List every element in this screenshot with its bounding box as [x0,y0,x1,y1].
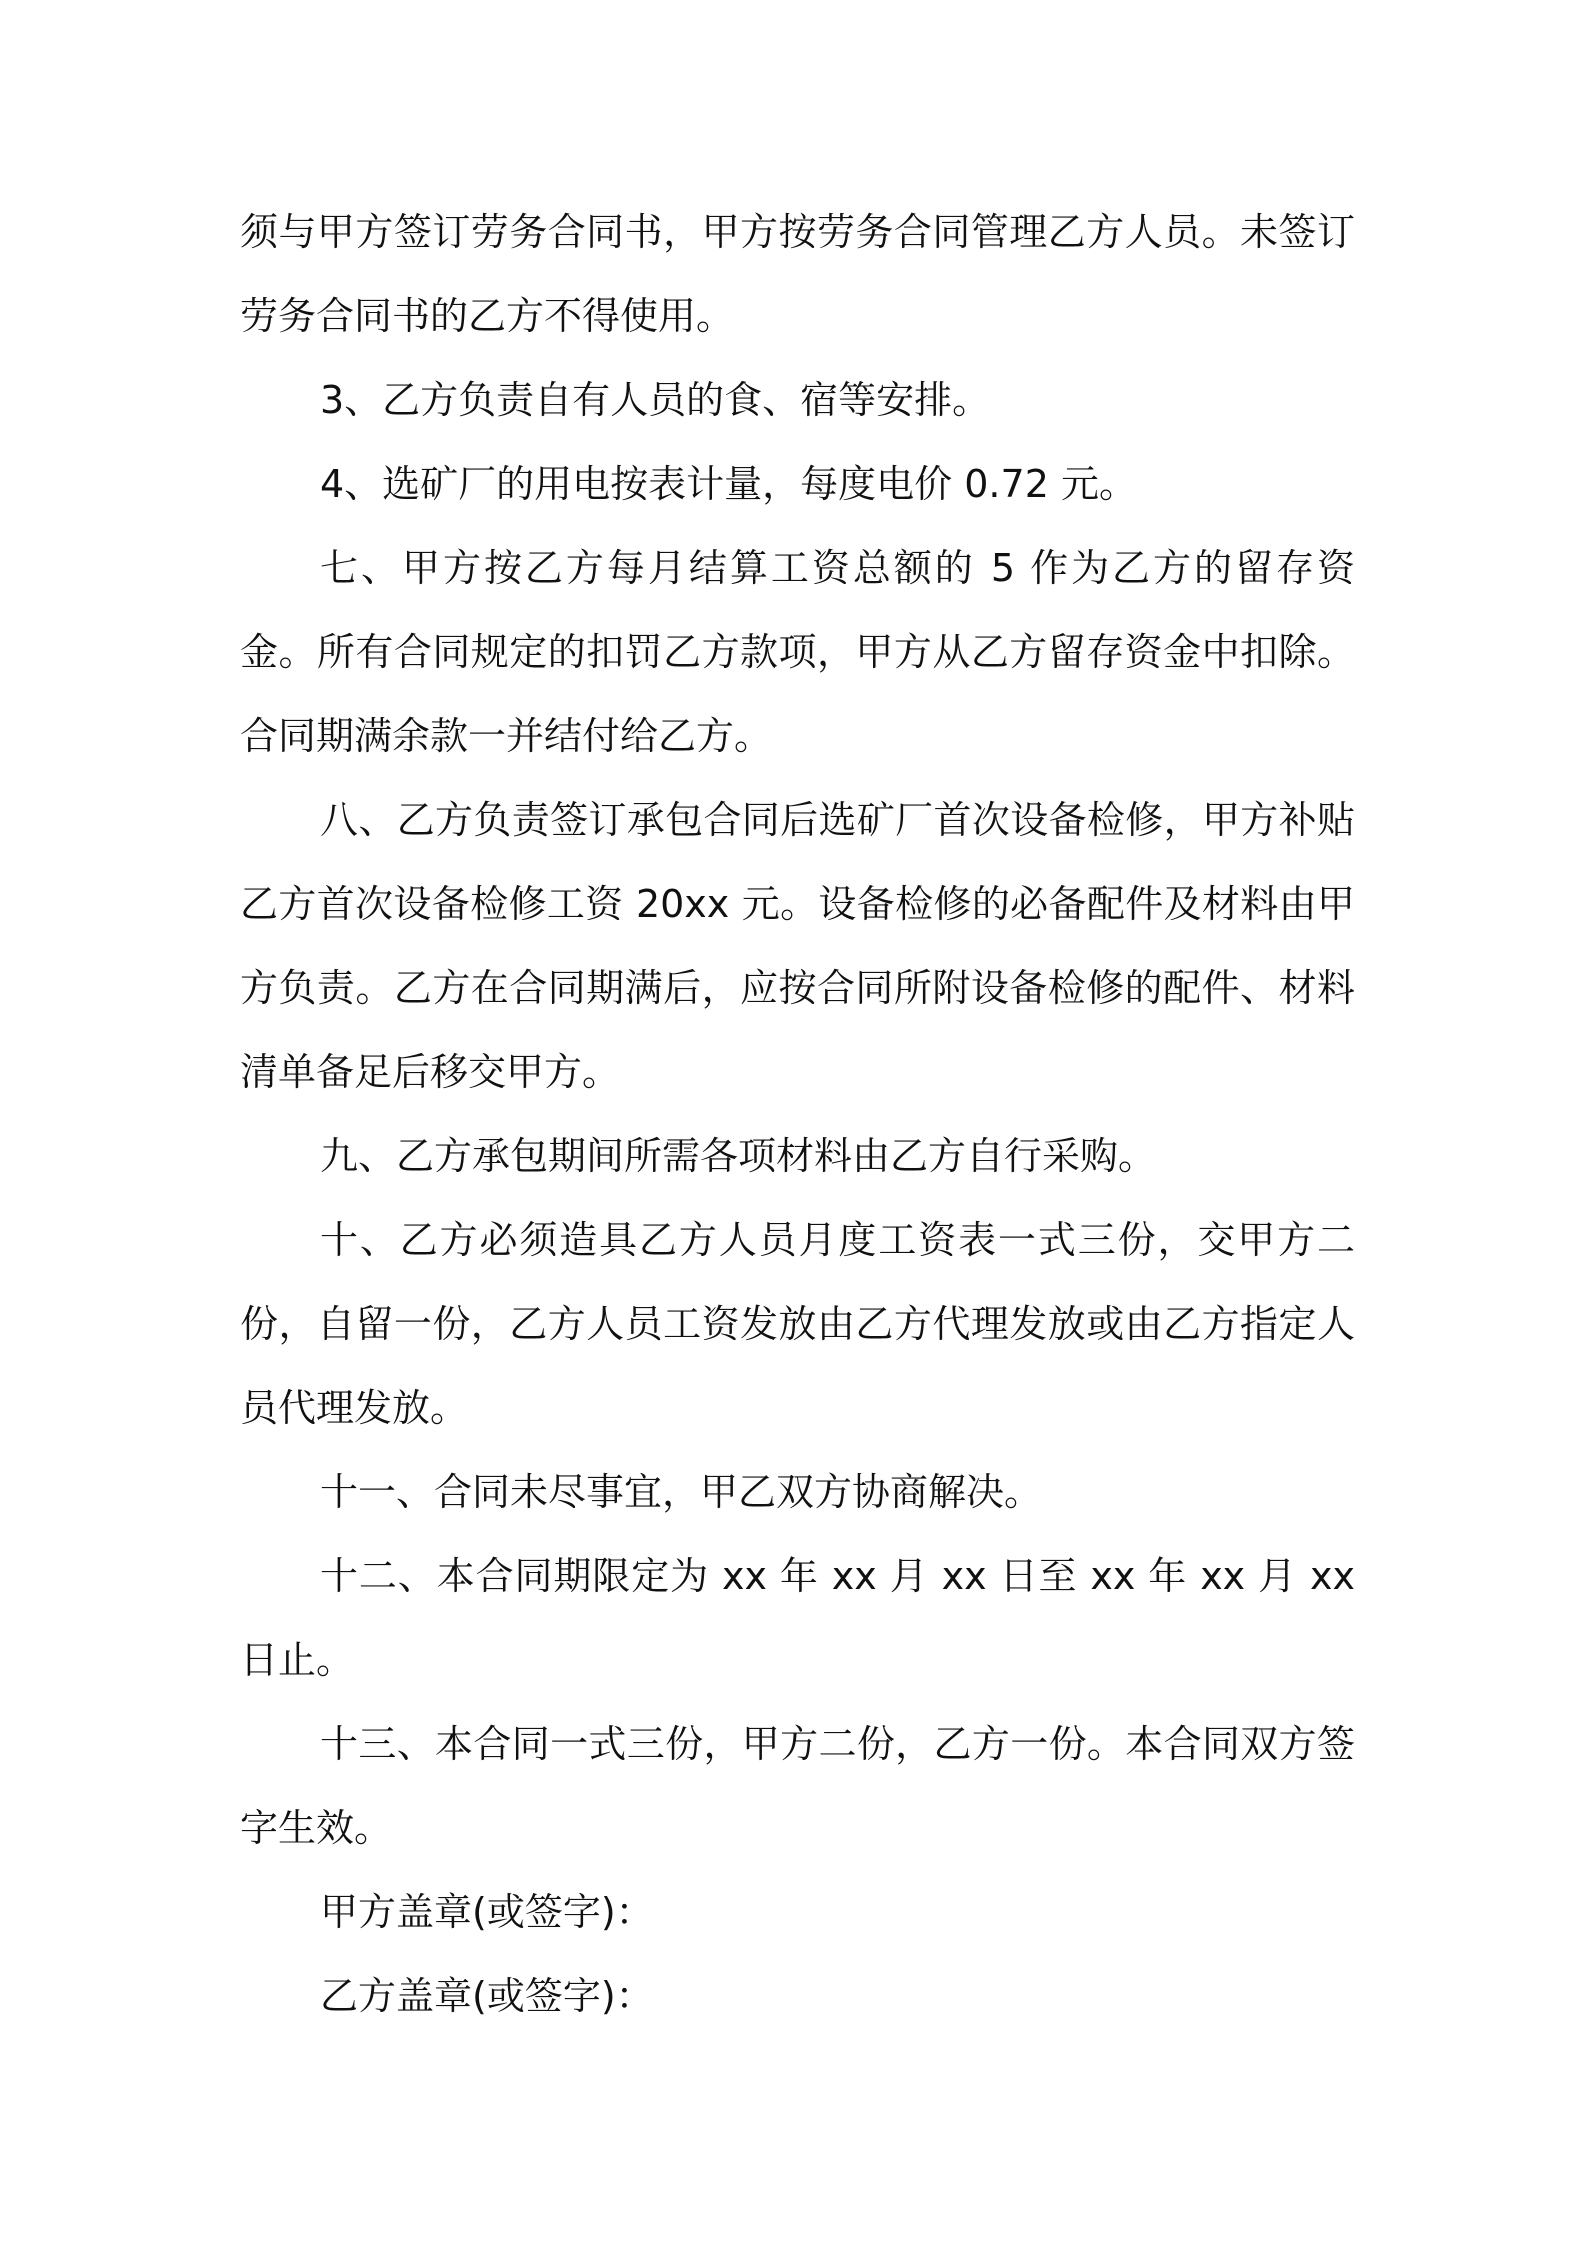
paragraph-article-13: 十三、本合同一式三份，甲方二份，乙方一份。本合同双方签字生效。 [240,1722,1355,1850]
paragraph-labor-contract: 须与甲方签订劳务合同书，甲方按劳务合同管理乙方人员。未签订劳务合同书的乙方不得使用。 [240,210,1355,338]
paragraph-article-11: 十一、合同未尽事宜，甲乙双方协商解决。 [320,1470,1043,1514]
paragraph-article-7: 七、甲方按乙方每月结算工资总额的 5 作为乙方的留存资金。所有合同规定的扣罚乙方款项，甲方从乙方留存资金中扣除。合同期满余款一并结付给乙方。 [240,546,1355,758]
signature-line-party-b: 乙方盖章(或签字)： [320,1974,654,2018]
paragraph-article-10: 十、乙方必须造具乙方人员月度工资表一式三份，交甲方二份，自留一份，乙方人员工资发放由乙方代理发放或由乙方指定人员代理发放。 [240,1218,1355,1430]
document-body [240,190,1355,2038]
paragraph-clause-4: 4、选矿厂的用电按表计量，每度电价 0.72 元。 [320,462,1137,506]
paragraph-clause-3: 3、乙方负责自有人员的食、宿等安排。 [320,378,991,422]
paragraph-article-9: 九、乙方承包期间所需各项材料由乙方自行采购。 [320,1134,1157,1178]
paragraph-article-12: 十二、本合同期限定为 xx 年 xx 月 xx 日至 xx 年 xx 月 xx 日止。 [240,1554,1355,1682]
paragraph-article-8: 八、乙方负责签订承包合同后选矿厂首次设备检修，甲方补贴乙方首次设备检修工资 20xx 元。设备检修的必备配件及材料由甲方负责。乙方在合同期满后，应按合同所附设备检修的配件、材料清单备足后移交甲方。 [240,798,1355,1094]
signature-line-party-a: 甲方盖章(或签字)： [320,1890,654,1934]
